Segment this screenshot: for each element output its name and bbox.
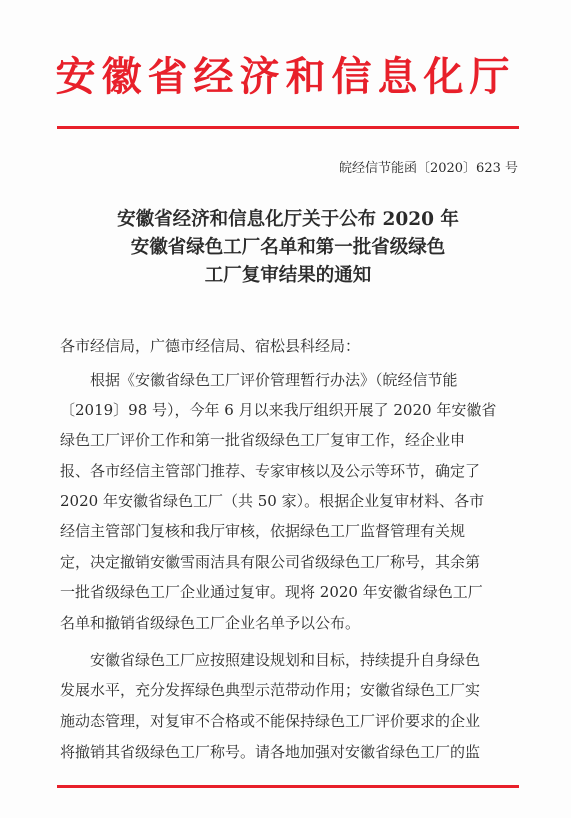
body-line: 一批省级绿色工厂企业通过复审。现将 2020 年安徽省绿色工厂 (60, 583, 483, 601)
body-line: 将撤销其省级绿色工厂称号。请各地加强对安徽省绿色工厂的监 (60, 743, 481, 761)
notice-title-line-1: 安徽省经济和信息化厅关于公布 2020 年 (117, 209, 459, 230)
body-line: 定，决定撤销安徽雪雨洁具有限公司省级绿色工厂称号，其余第 (60, 553, 481, 571)
issuer-header-title: 安徽省经济和信息化厅 (55, 53, 516, 100)
body-line: 施动态管理，对复审不合格或不能保持绿色工厂评价要求的企业 (60, 712, 481, 730)
notice-title-line-2: 安徽省绿色工厂名单和第一批省级绿色 (130, 237, 446, 258)
body-line: 经信主管部门复核和我厅审核，依据绿色工厂监督管理有关规 (60, 522, 466, 540)
body-line: 根据《安徽省绿色工厂评价管理暂行办法》（皖经信节能 (60, 371, 458, 389)
body-line: 〔2019〕98 号），今年 6 月以来我厅组织开展了 2020 年安徽省 (60, 401, 497, 419)
body-line: 安徽省绿色工厂应按照建设规划和目标，持续提升自身绿色 (60, 651, 481, 669)
header-red-divider (57, 126, 519, 129)
body-line: 报、各市经信主管部门推荐、专家审核以及公示等环节，确定了 (60, 462, 481, 480)
body-line: 名单和撤销省级绿色工厂企业名单予以公布。 (60, 614, 361, 632)
footer-red-divider (57, 785, 519, 788)
body-line: 发展水平，充分发挥绿色典型示范带动作用；安徽省绿色工厂实 (60, 681, 481, 699)
recipients-line: 各市经信局，广德市经信局、宿松县科经局： (60, 337, 361, 355)
notice-title-line-3: 工厂复审结果的通知 (204, 265, 372, 286)
document-number: 皖经信节能函〔2020〕623 号 (338, 161, 518, 176)
body-line: 绿色工厂评价工作和第一批省级绿色工厂复审工作，经企业申 (60, 431, 466, 449)
body-line: 2020 年安徽省绿色工厂（共 50 家）。根据企业复审材料、各市 (60, 492, 485, 510)
